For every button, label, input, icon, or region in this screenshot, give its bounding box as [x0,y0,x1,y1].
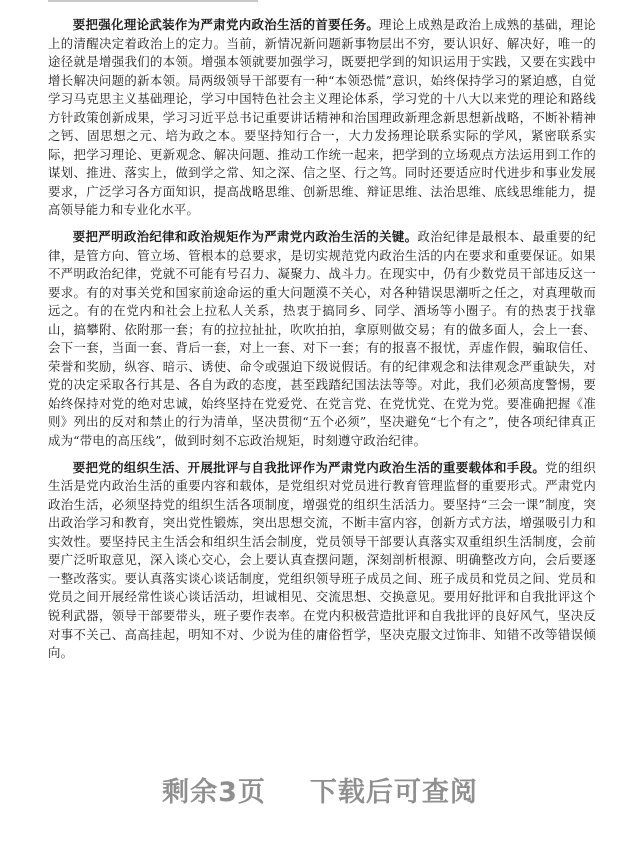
paragraph-body: 党的组织生活是党内政治生活的重要内容和载体，是党组织对党员进行教育管理监督的重要形式。严肃党内政治生活，必须坚持党的组织生活各项制度，增强党的组织生活活力。要坚持“三会一课”制度，突出政治学习和教育，突出党性锻炼，突出思想交流，不断丰富内容，创新方式方法，增强吸引力和实效性。要坚持民主生活会和组织生活会制度，党员领导干部要认真落实双重组织生活制度，会前要广泛听取意见，深入谈心交心，会上要认真查摆问题，深刻剖析根源、明确整改方向，会后要逐一整改落实。要认真落实谈心谈话制度，党组织领导班子成员之间、班子成员和党员之间、党员和党员之间开展经常性谈心谈话活动，坦诚相见、交流思想、交换意见。要用好批评和自我批评这个锐利武器，领导干部要带头，班子要作表率。在党内积极营造批评和自我批评的良好风气，坚决反对事不关己、高高挂起，明知不对、少说为佳的庸俗哲学，坚决克服文过饰非、知错不改等错误倾向。 [48,459,596,661]
paragraph-organization [48,459,596,663]
download-to-view-label: 下载后可查阅 [309,777,478,808]
remaining-pages-label: 剩余3页 [162,777,266,808]
paragraph-lead: 要把严明政治纪律和政治规矩作为严肃党内政治生活的关键。 [72,229,418,245]
paragraph-body: 政治纪律是最根本、最重要的纪律，是管方向、管立场、管根本的总要求，是切实规范党内政治生活的内在要求和重要保证。如果不严明政治纪律，党就不可能有号召力、凝聚力、战斗力。在现实中，仍有少数党员干部违反这一要求。有的对事关党和国家前途命运的重大问题漠不关心，对各种错误思潮听之任之，对真理敬而远之。有的在党内和社会上拉私人关系，热衷于搞同乡、同学、酒场等小圈子。有的热衷于找靠山，搞攀附、依附那一套；有的拉拉扯扯，吹吹拍拍，拿原则做交易；有的做多面人，会上一套、会下一套，当面一套、背后一套，对上一套、对下一套；有的报喜不报忧，弄虚作假，骗取信任、荣誉和奖励，纵容、暗示、诱使、命令或强迫下级说假话。有的纪律观念和法律观念严重缺失，对党的决定采取各行其是、各自为政的态度，甚至践踏纪国法法等等。对此，我们必须高度警惕，要始终保持对党的绝对忠诚，始终坚持在党爱党、在党言党、在党忧党、在党为党。要准确把握《准则》列出的反对和禁止的行为清单，坚决贯彻“五个必须”，坚决避免“七个有之”，使各项纪律真正成为“带电的高压线”，做到时刻不忘政治规矩，时刻遵守政治纪律。 [48,229,596,449]
paragraph-discipline [48,228,596,451]
paragraph-lead: 要把党的组织生活、开展批评与自我批评作为严肃党内政治生活的重要载体和手段。 [72,459,546,475]
paragraph-body: 理论上成熟是政治上成熟的基础，理论上的清醒决定着政治上的定力。当前，新情况新问题新事物层出不穷，要认识好、解决好，唯一的途径就是增强我们的本领。增强本领就要加强学习，既要把学到的知识运用于实践，又要在实践中增长解决问题的新本领。局两级领导干部要有一种“本领恐慌”意识，始终保持学习的紧迫感，自觉学习马克思主义基础理论，学习中国特色社会主义理论体系，学习党的十八大以来党的理论和路线方针政策创新成果，学习习近平总书记重要讲话精神和治国理政新理念新思想新战略，不断补精神之钙、固思想之元、培为政之本。要坚持知行合一，大力发扬理论联系实际的学风，紧密联系实际，把学习理论、更新观念、解决问题、推动工作统一起来，把学到的立场观点方法运用到工作的谋划、推进、落实上，做到学之常、知之深、信之坚、行之笃。同时还要适应时代进步和事业发展要求，广泛学习各方面知识，提高战略思维、创新思维、辩证思维、法治思维、底线思维能力，提高领导能力和专业化水平。 [48,17,596,218]
paragraph-lead: 要把强化理论武装作为严肃党内政治生活的首要任务。 [72,17,380,32]
remaining-pages-banner[interactable] [0,770,640,809]
paragraph-theory [48,16,596,220]
previous-page-edge [48,0,258,8]
